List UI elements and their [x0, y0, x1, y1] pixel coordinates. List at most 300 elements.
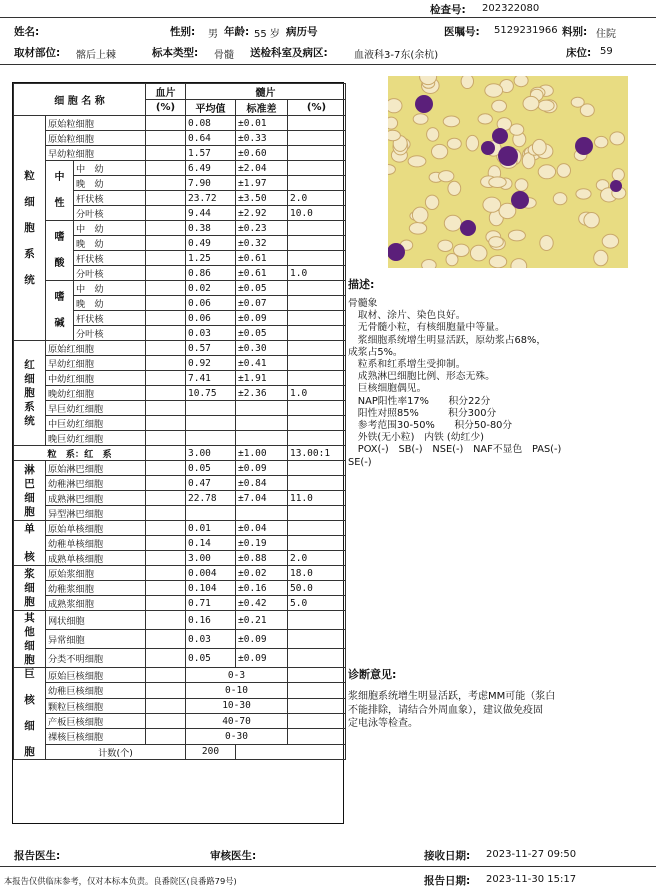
site-value: 髂后上棘: [76, 50, 116, 61]
count-label: 计数(个): [46, 744, 186, 759]
cell-name: 晚 幼: [74, 296, 146, 311]
cell-blood: [146, 506, 186, 521]
dept-label: 送检科室及病区:: [250, 47, 328, 59]
cell-std: ±0.05: [236, 281, 288, 296]
red-blood-cell: [594, 250, 608, 266]
table-row: [14, 683, 346, 698]
cell-mean: 1.57: [186, 146, 236, 161]
subgroup-baso: 嗜 碱: [46, 281, 74, 341]
description-line: 浆细胞系统增生明显活跃，原幼浆占68%，: [348, 334, 547, 346]
table-row: [14, 630, 346, 649]
description-line: 巨核细胞偶见。: [348, 383, 427, 395]
table-row: [14, 371, 346, 386]
red-blood-cell: [388, 130, 400, 140]
cell-blood: [146, 146, 186, 161]
footer-note: 本报告仅供临床参考，仅对本标本负责。良番院区(良番路79号): [4, 876, 237, 886]
report-date: 2023-11-30 15:17: [486, 874, 577, 885]
cell-mean: 0.06: [186, 311, 236, 326]
cell-mean: 0.86: [186, 266, 236, 281]
red-blood-cell: [388, 165, 395, 175]
red-blood-cell: [602, 234, 618, 248]
cell-mean: 7.90: [186, 176, 236, 191]
cell-range: 10-30: [186, 698, 288, 713]
table-row: [14, 446, 346, 461]
cell-blood: [146, 131, 186, 146]
cell-mean: 0.06: [186, 296, 236, 311]
nucleated-cell: [492, 128, 508, 144]
cell-name: 早幼粒细胞: [46, 146, 146, 161]
cell-blood: [146, 416, 186, 431]
cell-name: 中幼红细胞: [46, 371, 146, 386]
nucleated-cell: [610, 180, 622, 192]
red-blood-cell: [538, 100, 554, 111]
cell-name: 网状细胞: [46, 611, 146, 630]
table-row: [14, 668, 346, 683]
cell-pct: 2.0: [288, 551, 346, 566]
cell-mean: 0.57: [186, 341, 236, 356]
red-blood-cell: [409, 223, 426, 235]
cell-blood: [146, 266, 186, 281]
cell-pct: [288, 630, 346, 649]
cell-pct: [288, 506, 346, 521]
cell-std: ±0.61: [236, 266, 288, 281]
description-line: 取材、涂片、染色良好。: [348, 310, 466, 322]
header-cell-pct: (%): [288, 100, 346, 116]
cell-mean: 22.78: [186, 491, 236, 506]
red-blood-cell: [422, 260, 437, 269]
red-blood-cell: [408, 156, 426, 167]
group-other: 其 他 细 胞: [14, 611, 46, 668]
cell-mean: 0.38: [186, 221, 236, 236]
table-row: [14, 536, 346, 551]
exam-no-label: 检查号:: [430, 4, 466, 16]
cell-pct: [288, 668, 346, 683]
red-blood-cell: [470, 245, 487, 261]
cell-blood: [146, 296, 186, 311]
cell-std: ±1.97: [236, 176, 288, 191]
cell-count-table: [12, 82, 344, 824]
cell-pct: 1.0: [288, 386, 346, 401]
cell-blood: [146, 116, 186, 131]
cell-name: 分叶核: [74, 326, 146, 341]
table-row: [14, 116, 346, 131]
cell-name: 异型淋巴细胞: [46, 506, 146, 521]
red-blood-cell: [432, 144, 448, 158]
cell-mean: 6.49: [186, 161, 236, 176]
description-line: 阳性对照85% 积分300分: [348, 407, 497, 419]
cell-mean: 0.03: [186, 630, 236, 649]
table-row: [14, 506, 346, 521]
cell-mean: 23.72: [186, 191, 236, 206]
cell-pct: 2.0: [288, 191, 346, 206]
cell-mean: 0.08: [186, 116, 236, 131]
cell-pct: [288, 341, 346, 356]
diagnosis-line: 浆细胞系统增生明显活跃，考虑MM可能（浆白: [348, 691, 556, 702]
cell-name: 中 幼: [74, 221, 146, 236]
cell-std: ±0.61: [236, 251, 288, 266]
cell-blood: [146, 326, 186, 341]
cell-name: 幼稚单核细胞: [46, 536, 146, 551]
cell-pct: 18.0: [288, 566, 346, 581]
cell-std: ±0.05: [236, 326, 288, 341]
diagnosis-section: [348, 666, 648, 731]
red-blood-cell: [557, 164, 570, 178]
bed-value: 59: [600, 46, 613, 57]
cell-blood: [146, 476, 186, 491]
cell-blood: [146, 649, 186, 668]
cell-name: 分叶核: [74, 266, 146, 281]
cell-mean: 0.104: [186, 581, 236, 596]
cell-blood: [146, 191, 186, 206]
cell-pct: 13.00:1: [288, 446, 346, 461]
group-lympho: 淋 巴 细 胞: [14, 461, 46, 521]
cell-blood: [146, 341, 186, 356]
red-blood-cell: [580, 104, 594, 117]
cell-name: 早幼红细胞: [46, 356, 146, 371]
table-row: [14, 356, 346, 371]
cell-mean: 0.14: [186, 536, 236, 551]
red-blood-cell: [483, 197, 501, 212]
red-blood-cell: [540, 236, 553, 251]
table-row: [14, 729, 346, 744]
nucleated-cell: [498, 146, 518, 166]
cell-mean: 0.47: [186, 476, 236, 491]
cell-blood: [146, 386, 186, 401]
nucleated-cell: [460, 220, 476, 236]
record-label: 病历号: [286, 26, 318, 38]
cell-mean: 3.00: [186, 551, 236, 566]
specimen-value: 骨髓: [214, 50, 234, 61]
cell-name: 晚幼红细胞: [46, 386, 146, 401]
red-blood-cell: [514, 76, 528, 87]
cell-std: ±0.07: [236, 296, 288, 311]
red-blood-cell: [610, 132, 625, 145]
diagnosis-line: 不能排除，请结合外周血象），建议做免疫固: [348, 704, 543, 716]
red-blood-cell: [454, 244, 470, 256]
cell-std: ±0.23: [236, 221, 288, 236]
cell-blood: [146, 431, 186, 446]
cell-pct: [288, 536, 346, 551]
cell-pct: [288, 461, 346, 476]
red-blood-cell: [584, 213, 599, 228]
cell-std: [236, 416, 288, 431]
cell-mean: [186, 431, 236, 446]
category-value: 住院: [596, 29, 616, 40]
table-row: [14, 431, 346, 446]
hospital-no-label: 医嘱号:: [444, 26, 480, 38]
name-label: 姓名:: [14, 26, 40, 38]
count-empty: [236, 744, 346, 759]
cell-mean: 0.05: [186, 461, 236, 476]
header-cell-name: 细 胞 名 称: [14, 84, 146, 116]
cell-name: 中 幼: [74, 161, 146, 176]
table-row: [14, 581, 346, 596]
header-cell-blood: 血片: [146, 84, 186, 100]
cell-name: 分类不明细胞: [46, 649, 146, 668]
cell-blood: [146, 236, 186, 251]
table-row: [14, 386, 346, 401]
cell-std: ±0.01: [236, 116, 288, 131]
table-row: [14, 713, 346, 728]
doctor-label: 报告医生:: [14, 850, 61, 862]
red-blood-cell: [489, 177, 506, 188]
count-blood: 200: [186, 744, 236, 759]
cell-name: 杆状核: [74, 311, 146, 326]
header-cell-mean: 平均值: [186, 100, 236, 116]
description-line: 骨髓象: [348, 298, 378, 309]
hospital-no: 5129231966: [494, 25, 558, 36]
cell-std: ±0.09: [236, 649, 288, 668]
cell-std: ±7.04: [236, 491, 288, 506]
receive-date: 2023-11-27 09:50: [486, 849, 577, 860]
cell-mean: 0.02: [186, 281, 236, 296]
cell-blood: [146, 221, 186, 236]
cell-mean: 3.00: [186, 446, 236, 461]
diagnosis-lines: [348, 690, 648, 731]
cell-mean: 0.004: [186, 566, 236, 581]
cell-mean: 7.41: [186, 371, 236, 386]
cell-blood: [146, 206, 186, 221]
diagnosis-title: 诊断意见:: [348, 668, 397, 681]
cell-blood: [146, 161, 186, 176]
cell-pct: 1.0: [288, 266, 346, 281]
cell-range: 40-70: [186, 713, 288, 728]
cell-blood: [146, 566, 186, 581]
cell-blood: [146, 371, 186, 386]
table-row: [14, 551, 346, 566]
cell-name: 晚 幼: [74, 236, 146, 251]
cell-std: [236, 431, 288, 446]
description-lines: [348, 298, 648, 469]
red-blood-cell: [478, 114, 492, 124]
cell-blood: [146, 176, 186, 191]
bed-label: 床位:: [566, 47, 592, 59]
table-row: [14, 649, 346, 668]
cell-std: ±0.60: [236, 146, 288, 161]
cell-pct: [288, 116, 346, 131]
description-line: 外铁(无小粒) 内铁 (幼红少): [348, 432, 484, 444]
table-row: [14, 476, 346, 491]
group-plasma: 浆 细 胞: [14, 566, 46, 611]
cell-pct: [288, 356, 346, 371]
description-line: POX(-) SB(-) NSE(-) NAF不显色 PAS(-): [348, 444, 562, 456]
cell-std: ±0.30: [236, 341, 288, 356]
cell-pct: [288, 729, 346, 744]
cell-pct: [288, 176, 346, 191]
cell-name: 中 幼: [74, 281, 146, 296]
red-blood-cell: [413, 114, 428, 125]
description-line: SE(-): [348, 456, 372, 468]
cell-name: 原始淋巴细胞: [46, 461, 146, 476]
description-line: 成浆占5%。: [348, 346, 403, 358]
sex-label: 性别:: [170, 26, 196, 38]
cell-blood: [146, 698, 186, 713]
cell-pct: [288, 401, 346, 416]
cell-name: 晚巨幼红细胞: [46, 431, 146, 446]
dept-value: 血液科3-7东(余杭): [354, 50, 439, 61]
cell-blood: [146, 521, 186, 536]
description-line: 无骨髓小粒，有核细胞量中等量。: [348, 322, 505, 334]
cell-mean: 0.49: [186, 236, 236, 251]
cell-mean: 0.01: [186, 521, 236, 536]
cell-mean: 10.75: [186, 386, 236, 401]
group-mono: 单 核: [14, 521, 46, 566]
cell-name: 产板巨核细胞: [46, 713, 146, 728]
red-blood-cell: [532, 139, 546, 155]
cell-blood: [146, 491, 186, 506]
group-granulocyte: 粒 细 胞 系 统: [14, 116, 46, 341]
cell-name: 颗粒巨核细胞: [46, 698, 146, 713]
table-row: [14, 341, 346, 356]
cell-blood: [146, 281, 186, 296]
cell-std: [236, 506, 288, 521]
cell-name: 原始粒细胞: [46, 131, 146, 146]
table-row: [14, 401, 346, 416]
cell-name: 成熟单核细胞: [46, 551, 146, 566]
red-blood-cell: [427, 128, 439, 142]
red-blood-cell: [515, 179, 528, 191]
cell-std: [236, 401, 288, 416]
cell-name: 杆状核: [74, 191, 146, 206]
cell-range: 0-3: [186, 668, 288, 683]
cell-std: ±1.00: [236, 446, 288, 461]
cell-name: 原始红细胞: [46, 341, 146, 356]
cell-std: ±2.04: [236, 161, 288, 176]
cell-std: ±0.09: [236, 461, 288, 476]
cell-mean: 9.44: [186, 206, 236, 221]
cell-std: ±0.42: [236, 596, 288, 611]
cell-name: 异常细胞: [46, 630, 146, 649]
cell-std: ±0.16: [236, 581, 288, 596]
table-row: [14, 461, 346, 476]
table-row: [14, 698, 346, 713]
cell-mean: 0.03: [186, 326, 236, 341]
cell-blood: [146, 356, 186, 371]
table-row: [14, 281, 346, 296]
age-value: 55 岁: [254, 29, 280, 40]
sex-value: 男: [208, 29, 218, 40]
cell-std: ±2.92: [236, 206, 288, 221]
description-line: 成熟淋巴细胞比例、形态无殊。: [348, 371, 495, 383]
group-erythro: 红 细 胞 系 统: [14, 341, 46, 446]
cell-pct: [288, 296, 346, 311]
cell-mean: 0.92: [186, 356, 236, 371]
cell-pct: [288, 161, 346, 176]
red-blood-cell: [439, 171, 454, 182]
cell-name: 幼稚淋巴细胞: [46, 476, 146, 491]
cell-pct: [288, 221, 346, 236]
cell-mean: [186, 401, 236, 416]
cell-pct: 11.0: [288, 491, 346, 506]
red-blood-cell: [553, 193, 567, 205]
cell-pct: [288, 146, 346, 161]
description-section: [348, 276, 648, 469]
cell-name: 原始单核细胞: [46, 521, 146, 536]
cell-pct: [288, 698, 346, 713]
cell-pct: [288, 416, 346, 431]
nucleated-cell: [481, 141, 495, 155]
cell-blood: [146, 729, 186, 744]
cell-blood: [146, 401, 186, 416]
cell-range: 0-30: [186, 729, 288, 744]
cell-name: 晚 幼: [74, 176, 146, 191]
cell-pct: [288, 431, 346, 446]
cell-pct: [288, 683, 346, 698]
red-blood-cell: [576, 189, 591, 199]
smear-illustration: [388, 76, 628, 268]
description-line: 粒系和红系增生受抑制。: [348, 359, 466, 371]
table-row: [14, 221, 346, 236]
cell-blood: [146, 713, 186, 728]
ratio-label: 粒 系：红 系: [14, 446, 146, 461]
cell-pct: [288, 611, 346, 630]
red-blood-cell: [443, 116, 459, 127]
cell-name: 原始浆细胞: [46, 566, 146, 581]
report-date-label: 报告日期:: [424, 875, 471, 887]
cell-std: ±1.91: [236, 371, 288, 386]
nucleated-cell: [511, 191, 529, 209]
cell-std: ±3.50: [236, 191, 288, 206]
group-mega: 巨 核 细 胞: [14, 668, 46, 760]
cell-pct: [288, 131, 346, 146]
diagnosis-line: 定电泳等检查。: [348, 718, 418, 729]
header-cell-blood-pct: (%): [146, 100, 186, 116]
count-row: [14, 744, 346, 759]
red-blood-cell: [538, 165, 555, 179]
table-row: [14, 566, 346, 581]
cell-name: 幼稚浆细胞: [46, 581, 146, 596]
cell-pct: 10.0: [288, 206, 346, 221]
table-row: [14, 491, 346, 506]
subgroup-neutro: 中 性: [46, 161, 74, 221]
cell-mean: 1.25: [186, 251, 236, 266]
specimen-label: 标本类型:: [152, 47, 199, 59]
cell-blood: [146, 581, 186, 596]
cell-pct: [288, 251, 346, 266]
header-cell-std: 标准差: [236, 100, 288, 116]
cell-pct: [288, 326, 346, 341]
red-blood-cell: [466, 135, 478, 151]
red-blood-cell: [508, 230, 525, 241]
cell-blood: [146, 536, 186, 551]
bone-marrow-smear-image: [388, 76, 628, 268]
age-label: 年龄:: [224, 26, 250, 38]
cell-blood: [146, 683, 186, 698]
cell-std: ±0.02: [236, 566, 288, 581]
red-blood-cell: [388, 117, 398, 129]
cell-blood: [146, 461, 186, 476]
cell-name: 成熟淋巴细胞: [46, 491, 146, 506]
red-blood-cell: [425, 195, 438, 209]
table-row: [14, 416, 346, 431]
table-row: [14, 131, 346, 146]
nucleated-cell: [575, 137, 593, 155]
cell-range: 0-10: [186, 683, 288, 698]
cell-std: ±2.36: [236, 386, 288, 401]
cell-pct: [288, 311, 346, 326]
cell-mean: 0.05: [186, 649, 236, 668]
cell-blood: [146, 596, 186, 611]
red-blood-cell: [485, 84, 503, 97]
cell-name: 中巨幼红细胞: [46, 416, 146, 431]
cell-std: ±0.88: [236, 551, 288, 566]
cell-name: 分叶核: [74, 206, 146, 221]
header-cell-marrow: 髓片: [186, 84, 346, 100]
cell-pct: [288, 371, 346, 386]
description-title: 描述:: [348, 278, 375, 291]
cell-pct: 5.0: [288, 596, 346, 611]
red-blood-cell: [447, 138, 461, 149]
